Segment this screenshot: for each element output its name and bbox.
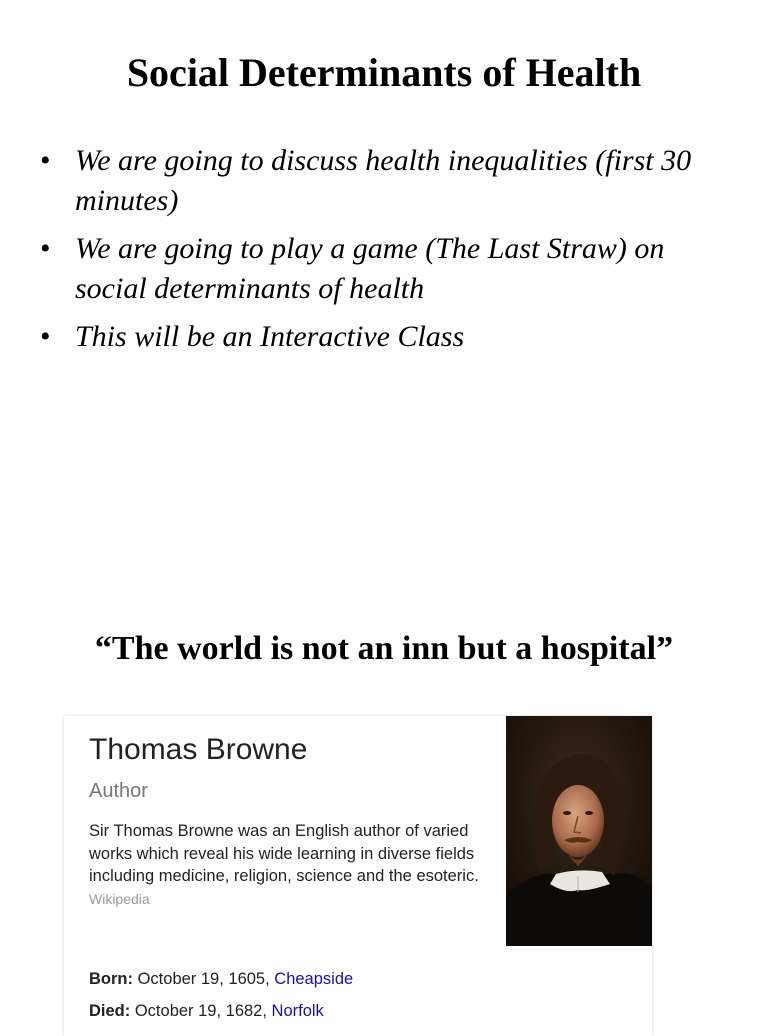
- knowledge-card: [64, 716, 652, 1036]
- bullet-item: [40, 229, 740, 309]
- born-value: October 19, 1605,: [137, 970, 270, 988]
- bullet-marker: •: [40, 144, 51, 177]
- bullet-item: [40, 141, 740, 221]
- died-place-link[interactable]: Norfolk: [271, 1002, 324, 1020]
- bullet-text: We are going to play a game (The Last Straw) on social determinants of health: [75, 232, 665, 305]
- portrait-image[interactable]: [506, 716, 652, 946]
- died-fact: [89, 1000, 324, 1022]
- bullet-list: [40, 141, 740, 365]
- born-fact: [89, 968, 353, 990]
- bullet-marker: •: [40, 232, 51, 265]
- description-text: Sir Thomas Browne was an English author of varied works which reveal his wide learning in diverse fields including medicine, religion, science and the esoteric.: [89, 822, 479, 885]
- died-value: October 19, 1682,: [134, 1002, 267, 1020]
- quote-text: “The world is not an inn but a hospital”: [94, 630, 674, 667]
- died-label: Died:: [89, 1002, 131, 1020]
- card-role: Author: [89, 780, 148, 802]
- bullet-text: We are going to discuss health inequalities (first 30 minutes): [75, 144, 692, 217]
- bullet-text: This will be an Interactive Class: [75, 320, 465, 353]
- source-link[interactable]: Wikipedia: [89, 890, 150, 907]
- slide-title: Social Determinants of Health: [126, 50, 642, 95]
- portrait-painting: [506, 716, 652, 946]
- born-label: Born:: [89, 970, 133, 988]
- bullet-item: [40, 317, 740, 357]
- card-name: Thomas Browne: [89, 733, 308, 766]
- card-description: [89, 820, 489, 910]
- born-place-link[interactable]: Cheapside: [274, 970, 354, 988]
- bullet-marker: •: [40, 320, 51, 353]
